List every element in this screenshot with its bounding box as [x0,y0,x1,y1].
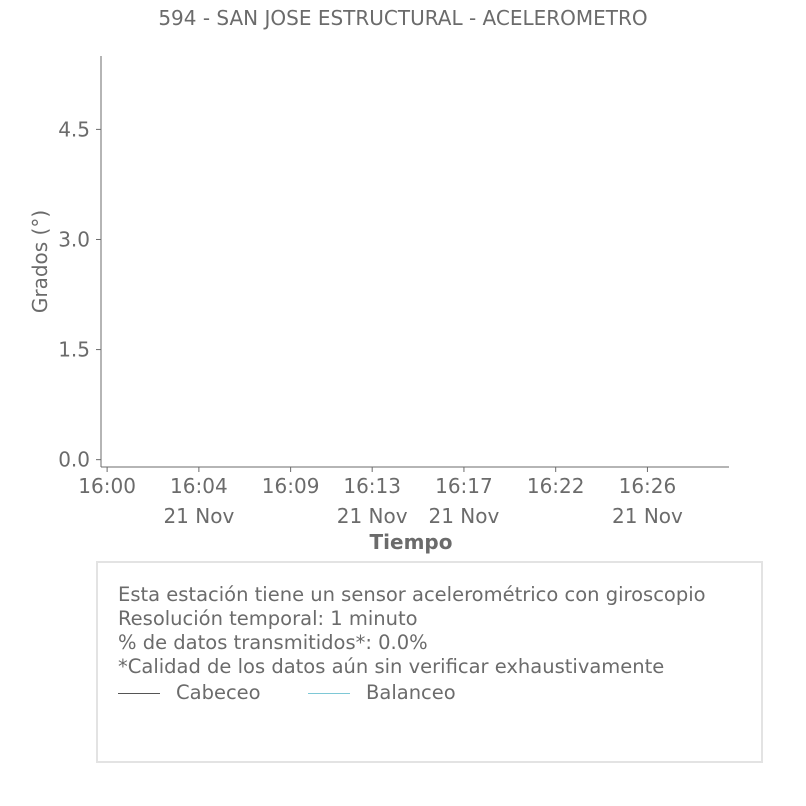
info-legend-box [96,561,763,763]
x-tick-label-date: 21 Nov [336,504,408,528]
x-tick-label-time: 16:17 [435,474,493,498]
legend-label-cabeceo: Cabeceo [176,681,261,704]
info-line-quality: *Calidad de los datos aún sin verificar exhaustivamente [118,655,665,678]
y-tick-label: 1.5 [58,337,90,362]
y-axis [28,56,101,472]
y-tick-label: 4.5 [58,117,90,142]
info-line-resolution: Resolución temporal: 1 minuto [118,607,418,630]
x-tick-label-time: 16:13 [343,474,402,498]
legend-swatch-cabeceo [118,693,160,694]
x-tick-label-time: 16:00 [78,474,136,498]
legend-label-balanceo: Balanceo [366,681,456,704]
info-line-transmitted: % de datos transmitidos*: 0.0% [118,631,428,654]
x-axis-label: Tiempo [369,530,453,554]
x-axis [78,467,729,554]
x-tick-label-time: 16:09 [261,474,320,498]
y-tick-label: 3.0 [58,227,90,252]
x-tick-label-time: 16:26 [618,474,677,498]
x-tick-label-date: 21 Nov [163,504,235,528]
x-tick-label-date: 21 Nov [612,504,683,528]
x-tick-label-time: 16:04 [170,474,228,498]
x-tick-label-time: 16:22 [526,474,585,498]
info-line-sensor: Esta estación tiene un sensor acelerométrico con giroscopio [118,583,706,606]
y-axis-label: Grados (°) [28,209,52,314]
x-tick-label-date: 21 Nov [428,504,500,528]
y-tick-label: 0.0 [58,447,90,472]
chart-title: 594 - SAN JOSE ESTRUCTURAL - ACELEROMETRO [158,6,648,30]
legend-swatch-balanceo [308,693,350,694]
